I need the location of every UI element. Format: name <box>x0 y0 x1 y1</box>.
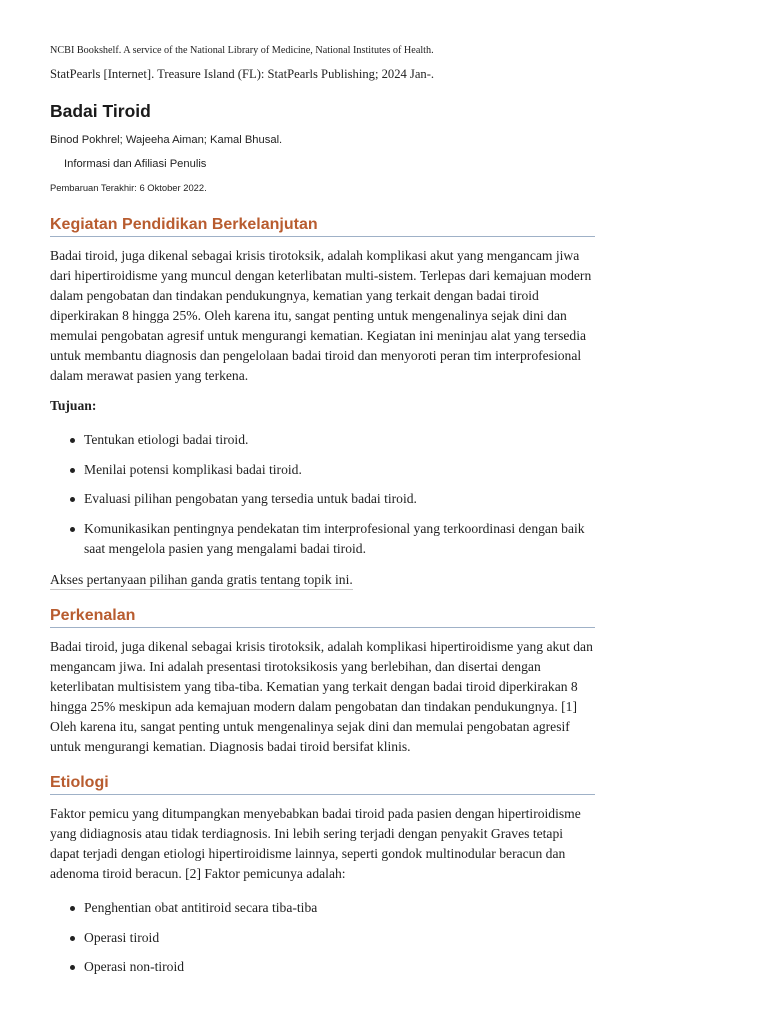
bookshelf-notice: NCBI Bookshelf. A service of the National Library of Medicine, National Institutes of Health. <box>50 45 434 56</box>
section-etiology <box>50 773 595 987</box>
trigger-text: Penghentian obat antitiroid secara tiba-tiba <box>84 900 318 915</box>
objectives-list <box>50 430 595 559</box>
objective-text: Tentukan etiologi badai tiroid. <box>84 432 249 447</box>
list-item <box>50 928 595 948</box>
authors: Binod Pokhrel; Wajeeha Aiman; Kamal Bhusal. <box>50 134 283 146</box>
list-item <box>50 519 595 559</box>
list-item <box>50 460 595 480</box>
section-introduction <box>50 606 595 757</box>
section-continuing-education <box>50 215 595 590</box>
list-item <box>50 430 595 450</box>
section-paragraph: Faktor pemicu yang ditumpangkan menyebabkan badai tiroid pada pasien dengan hipertiroidisme yang didiagnosis atau tidak terdiagnosis. Ini lebih sering terjadi dengan penyakit Graves tetapi dapat terjadi dengan etiologi hipertiroidisme lainnya, seperti gondok multinodular beracun dan adenoma tiroid beracun. [2] Faktor pemicunya adalah: <box>50 806 581 881</box>
citation: StatPearls [Internet]. Treasure Island (FL): StatPearls Publishing; 2024 Jan-. <box>50 67 435 81</box>
last-updated: Pembaruan Terakhir: 6 Oktober 2022. <box>50 182 207 193</box>
bullet-icon <box>70 497 75 502</box>
objective-text: Menilai potensi komplikasi badai tiroid. <box>84 461 302 477</box>
section-paragraph: Badai tiroid, juga dikenal sebagai krisis tirotoksik, adalah komplikasi hipertiroidisme yang akut dan mengancam jiwa. Ini adalah presentasi tirotoksikosis yang berlebihan, dan disertai dengan keterlibatan multisistem yang tiba-tiba. Kematian yang terkait dengan badai tiroid diperkirakan 8 hingga 25% meskipun ada kemajuan modern dalam pengobatan dan tindakan pendukungnya. [1] Oleh karena itu, sangat penting untuk mengenalinya sejak dini dan memulai pengobatan agresif untuk mengurangi kematian. Diagnosis badai tiroid bersifat klinis. <box>50 639 593 754</box>
page-title: Badai Tiroid <box>50 101 151 121</box>
bullet-icon <box>70 965 75 970</box>
list-item <box>50 898 595 918</box>
bullet-icon <box>70 527 75 532</box>
section-paragraph: Badai tiroid, juga dikenal sebagai krisis tirotoksik, adalah komplikasi akut yang mengancam jiwa dari hipertiroidisme yang muncul dengan keterlibatan multi-sistem. Terlepas dari kemajuan modern dalam pengobatan dan tindakan pendukungnya, kematian yang terkait dengan badai tiroid diperkirakan 8 hingga 25%. Oleh karena itu, sangat penting untuk mengenalinya sejak dini dan memulai pengobatan agresif untuk mengurangi kematian. Kegiatan ini meninjau alat yang tersedia untuk membantu diagnosis dan pengelolaan badai tiroid dan menyoroti peran tim interprofesional dalam merawat pasien yang terkena. <box>50 248 592 383</box>
access-questions-link[interactable]: Akses pertanyaan pilihan ganda gratis tentang topik ini. <box>50 571 353 590</box>
list-item <box>50 489 595 509</box>
triggers-list <box>50 898 595 977</box>
objective-text: Evaluasi pilihan pengobatan yang tersedia untuk badai tiroid. <box>84 491 417 506</box>
objective-text: Komunikasikan pentingnya pendekatan tim interprofesional yang terkoordinasi dengan baik saat mengelola pasien yang mengalami badai tiroid. <box>84 520 585 556</box>
section-heading: Kegiatan Pendidikan Berkelanjutan <box>50 215 595 237</box>
author-info-link[interactable]: Informasi dan Afiliasi Penulis <box>64 158 207 170</box>
objectives-label: Tujuan: <box>50 398 97 413</box>
section-heading: Perkenalan <box>50 606 595 628</box>
list-item <box>50 957 595 977</box>
bullet-icon <box>70 936 75 941</box>
trigger-text: Operasi tiroid <box>84 929 160 945</box>
bullet-icon <box>70 468 75 473</box>
bullet-icon <box>70 438 75 443</box>
trigger-text: Operasi non-tiroid <box>84 959 185 974</box>
bullet-icon <box>70 906 75 911</box>
section-heading: Etiologi <box>50 773 595 795</box>
